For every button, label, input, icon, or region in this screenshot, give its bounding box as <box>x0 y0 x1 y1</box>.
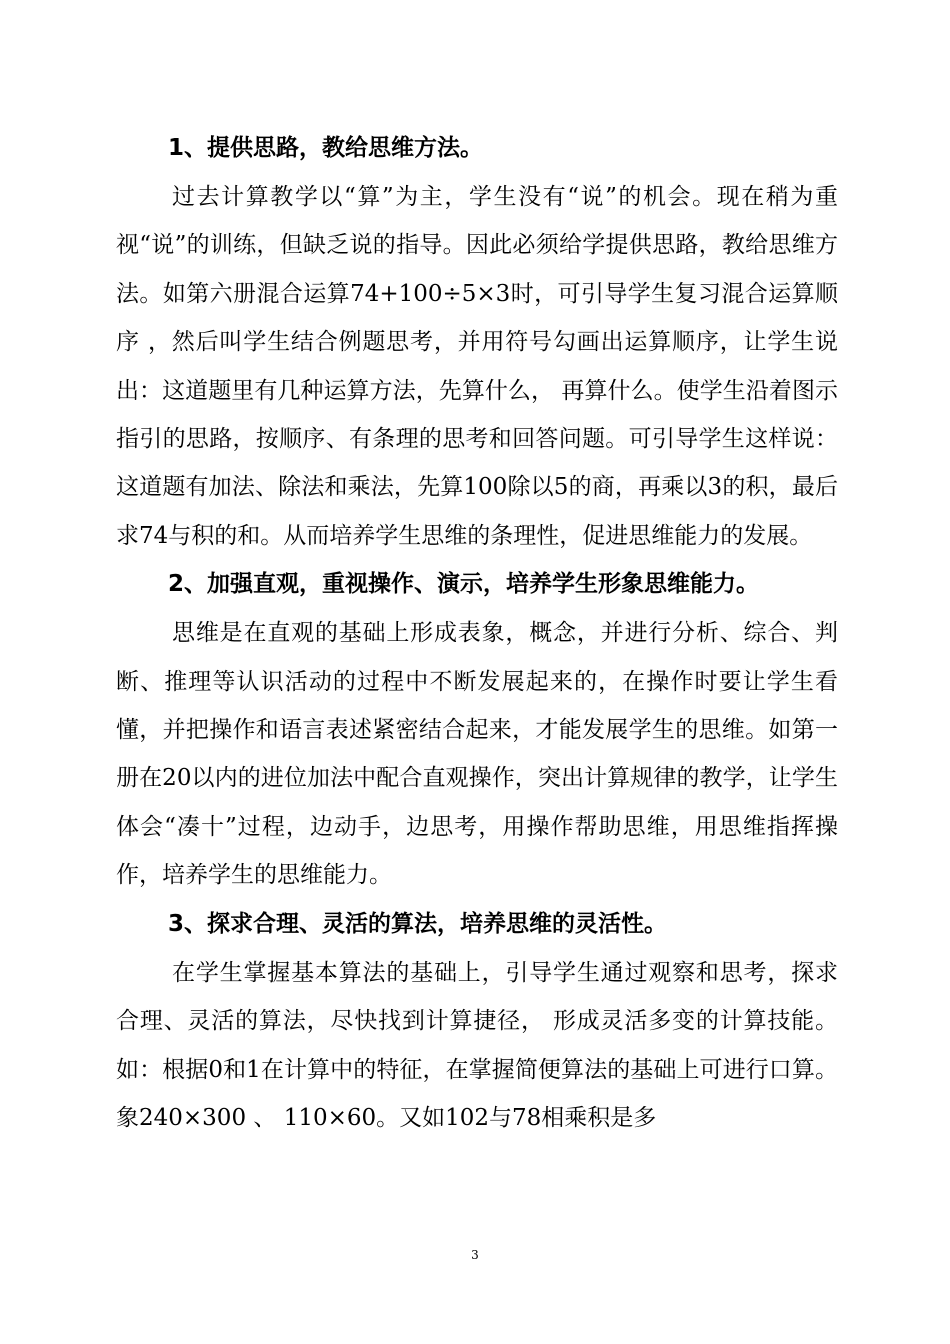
section-paragraph-1: 过去计算教学以“算”为主，学生没有“说”的机会。现在稍为重视“说”的训练，但缺乏说的指导。因此必须给学提供思路，教给思维方法。如第六册混合运算74+100÷5×3时，可引导学生复习混合运算顺序 ，然后叫学生结合例题思考，并用符号勾画出运算顺序，让学生说出：这道题里有几种运算方法，先算什么， 再算什么。使学生沿着图示指引的思路，按顺序、有条理的思考和回答问题。可引导学生这样说：这道题有加法、除法和乘法，先算100除以5的商，再乘以3的积，最后求74与积的和。从而培养学生思维的条理性，促进思维能力的发展。 <box>116 184 838 549</box>
section-heading-2: 2、加强直观，重视操作、演示，培养学生形象思维能力。 <box>168 571 760 598</box>
section-paragraph-2: 思维是在直观的基础上形成表象，概念，并进行分析、综合、判断、推理等认识活动的过程中不断发展起来的，在操作时要让学生看懂，并把操作和语言表述紧密结合起来，才能发展学生的思维。如第一册在20以内的进位加法中配合直观操作，突出计算规律的教学，让学生体会“凑十”过程，边动手，边思考，用操作帮助思维，用思维指挥操作，培养学生的思维能力。 <box>116 620 838 889</box>
document-page <box>116 124 838 1142</box>
section-paragraph-3: 在学生掌握基本算法的基础上，引导学生通过观察和思考，探求合理、灵活的算法，尽快找到计算捷径， 形成灵活多变的计算技能。如：根据0和1在计算中的特征，在掌握简便算法的基础上可进行口算。象240×300 、 110×60。又如102与78相乘积是多 <box>116 959 838 1131</box>
page-number: 3 <box>471 1248 479 1262</box>
section-heading-1: 1、提供思路，教给思维方法。 <box>168 135 484 161</box>
section-heading-3: 3、探求合理、灵活的算法，培养思维的灵活性。 <box>168 910 668 937</box>
